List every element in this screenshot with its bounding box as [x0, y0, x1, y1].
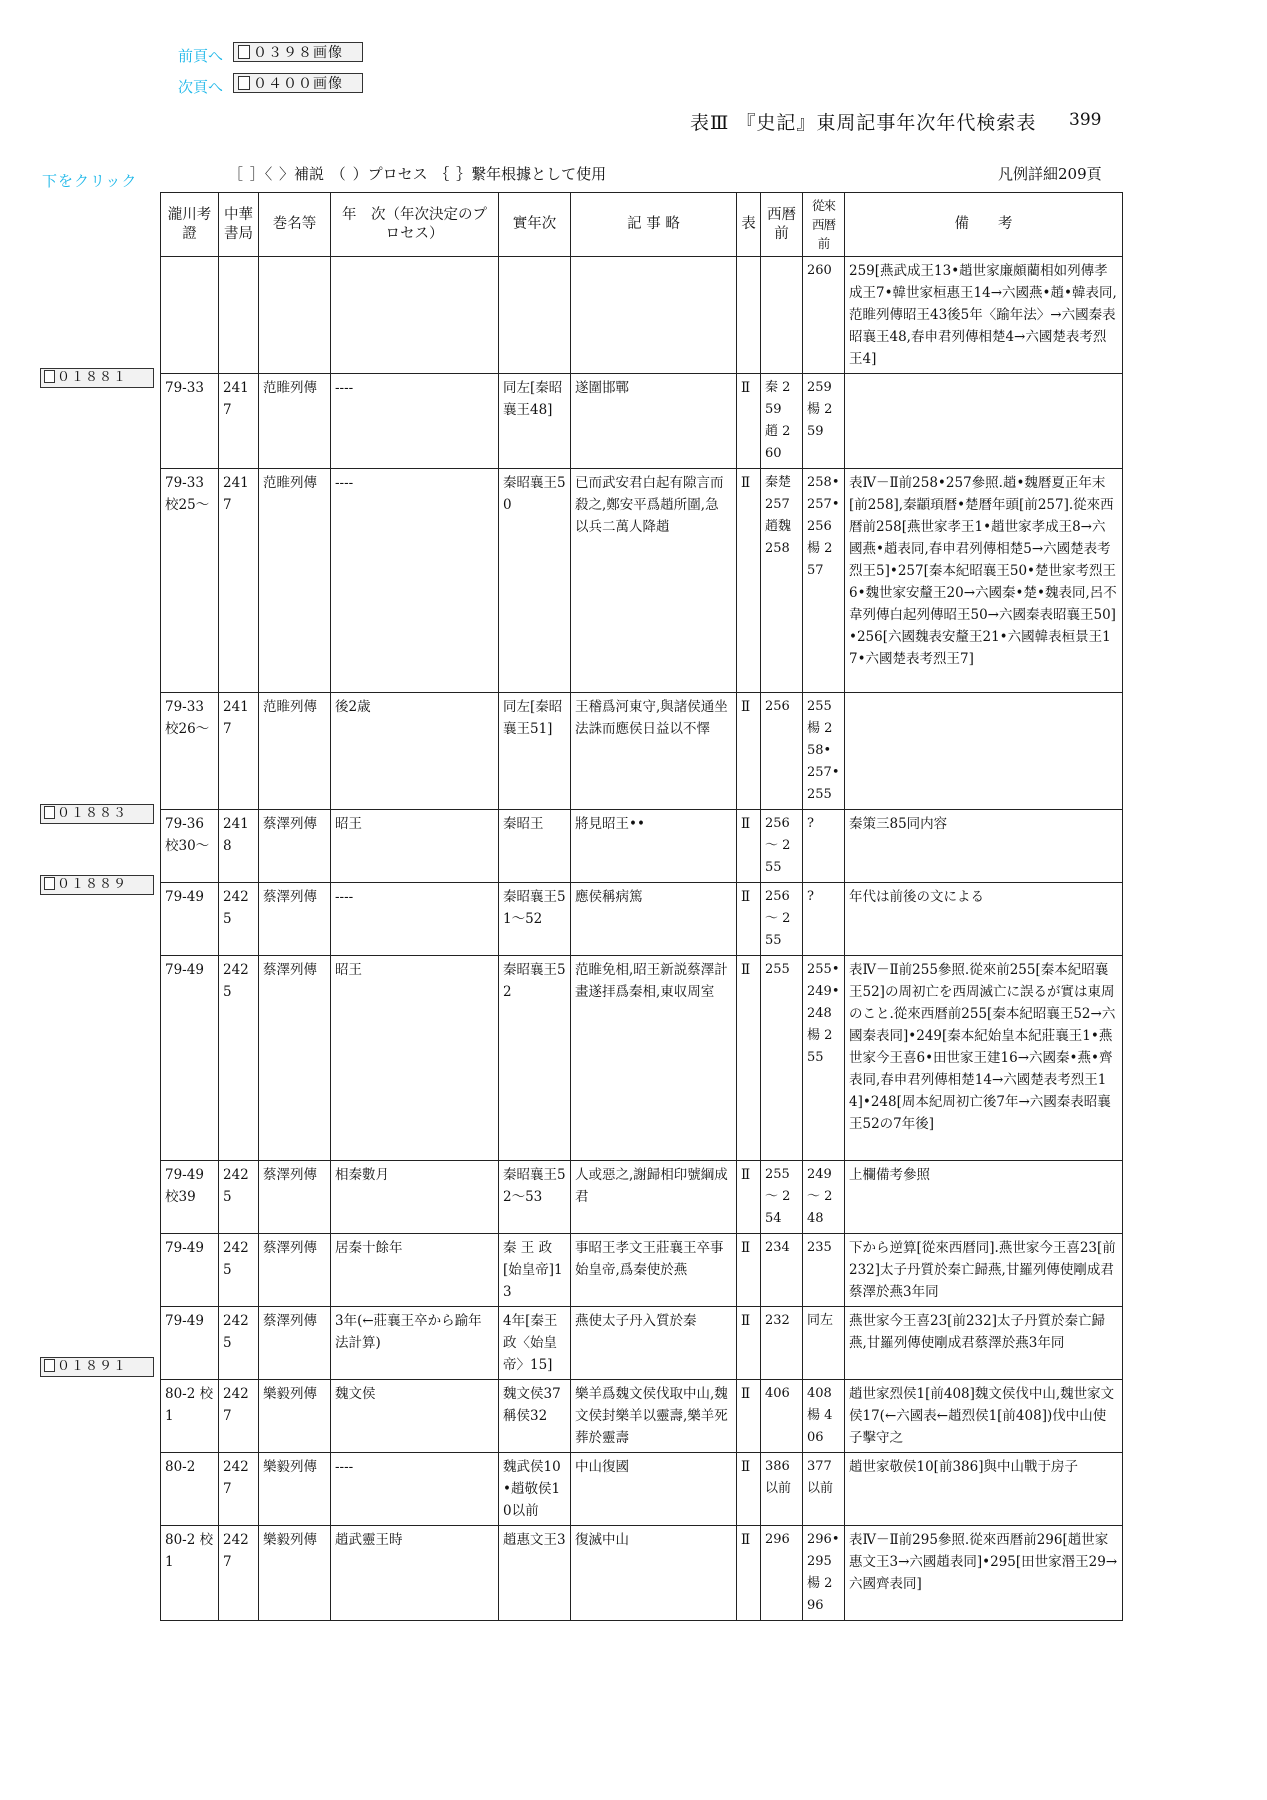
cell-bce: 406 — [761, 1380, 803, 1453]
cell-actual-year: 秦昭襄王51～52 — [499, 883, 571, 956]
cell-actual-year: 趙惠文王3 — [499, 1526, 571, 1621]
cell-conventional-bce: 255 楊 258• 257• 255 — [803, 693, 845, 810]
cell-takigawa: 79-49 — [161, 1234, 219, 1307]
cell-takigawa — [161, 257, 219, 374]
click-below-hint: 下をクリック — [42, 172, 138, 190]
cell-conventional-bce: ? — [803, 810, 845, 883]
cell-actual-year: 魏武侯10•趙敬侯10以前 — [499, 1453, 571, 1526]
table-row — [161, 1526, 1123, 1621]
cell-summary: 事昭王孝文王莊襄王卒事始皇帝,爲秦使於燕 — [571, 1234, 737, 1307]
cell-year: ---- — [331, 469, 499, 693]
table-row — [161, 1234, 1123, 1307]
header-volume: 巻名等 — [259, 193, 331, 257]
header-summary: 記 事 略 — [571, 193, 737, 257]
cell-table — [737, 257, 761, 374]
cell-volume: 范睢列傳 — [259, 469, 331, 693]
table-row — [161, 1380, 1123, 1453]
cell-bce: 256 ～ 255 — [761, 810, 803, 883]
cell-notes: 燕世家今王喜23[前232]太子丹質於秦亡歸燕,甘羅列傳使剛成君蔡澤於燕3年同 — [845, 1307, 1123, 1380]
cell-table: Ⅱ — [737, 1307, 761, 1380]
cell-summary: 復滅中山 — [571, 1526, 737, 1621]
header-notes: 備 考 — [845, 193, 1123, 257]
cell-actual-year: 秦昭襄王50 — [499, 469, 571, 693]
cell-conventional-bce: 408 楊 406 — [803, 1380, 845, 1453]
cell-takigawa: 79-49 — [161, 956, 219, 1161]
header-bce: 西暦前 — [761, 193, 803, 257]
cell-table: Ⅱ — [737, 1380, 761, 1453]
cell-takigawa: 79-49 — [161, 1307, 219, 1380]
cell-summary: 中山復國 — [571, 1453, 737, 1526]
cell-table: Ⅱ — [737, 810, 761, 883]
cell-notes: 趙世家烈侯1[前408]魏文侯伐中山,魏世家文侯17(←六國表←趙烈侯1[前408])伐中山使子擊守之 — [845, 1380, 1123, 1453]
cell-zhonghua: 2417 — [219, 693, 259, 810]
table-row — [161, 1307, 1123, 1380]
cell-zhonghua: 2418 — [219, 810, 259, 883]
cell-bce: 秦 259 趙 260 — [761, 374, 803, 469]
cell-takigawa: 80-2 校1 — [161, 1380, 219, 1453]
cell-notes: 表Ⅳ－Ⅱ前258•257參照.趙•魏暦夏正年末[前258],秦顓頊暦•楚暦年頭[前257].從來西暦前258[燕世家孝王1•趙世家孝成王8→六國燕•趙表同,春申君列傳相楚5→六國楚表考烈王5]•257[秦本紀昭襄王50•楚世家考烈王6•魏世家安釐王20→六國秦•楚•魏表同,呂不韋列傳白起列傳昭王50→六國秦表昭襄王50]•256[六國魏表安釐王21•六國韓表桓景王17•六國楚表考烈王7] — [845, 469, 1123, 693]
table-row — [161, 956, 1123, 1161]
cell-summary: 王稽爲河東守,與諸侯通坐法誅而應侯日益以不懌 — [571, 693, 737, 810]
cell-bce: 255 — [761, 956, 803, 1161]
cell-table: Ⅱ — [737, 883, 761, 956]
cell-volume: 樂毅列傳 — [259, 1526, 331, 1621]
cell-notes: 表Ⅳ－Ⅱ前295參照.從來西暦前296[趙世家惠文王3→六國趙表同]•295[田世家湣王29→六國齊表同] — [845, 1526, 1123, 1621]
cell-takigawa: 79-33 校25～ — [161, 469, 219, 693]
cell-actual-year: 同左[秦昭襄王51] — [499, 693, 571, 810]
cell-conventional-bce: 249 ～ 248 — [803, 1161, 845, 1234]
cell-table: Ⅱ — [737, 1234, 761, 1307]
cell-zhonghua — [219, 257, 259, 374]
cell-bce — [761, 257, 803, 374]
cell-table: Ⅱ — [737, 693, 761, 810]
cell-summary: 已而武安君白起有隙言而殺之,鄭安平爲趙所圍,急以兵二萬人降趙 — [571, 469, 737, 693]
next-page-link[interactable]: 次頁へ — [178, 78, 224, 96]
cell-volume: 范睢列傳 — [259, 374, 331, 469]
cell-bce: 256 — [761, 693, 803, 810]
page-number: 399 — [1069, 110, 1102, 130]
cell-table: Ⅱ — [737, 1453, 761, 1526]
cell-summary: 應侯稱病篤 — [571, 883, 737, 956]
table-row — [161, 257, 1123, 374]
cell-notes: 259[燕武成王13•趙世家廉頗藺相如列傳孝成王7•韓世家桓惠王14→六國燕•趙•韓表同,范睢列傳昭王43後5年〈踰年法〉→六國秦表昭襄王48,春申君列傳相楚4→六國楚表考烈王4] — [845, 257, 1123, 374]
cell-volume: 蔡澤列傳 — [259, 1161, 331, 1234]
table-row — [161, 469, 1123, 693]
cell-zhonghua: 2425 — [219, 1234, 259, 1307]
cell-zhonghua: 2425 — [219, 1307, 259, 1380]
cell-conventional-bce: 同左 — [803, 1307, 845, 1380]
next-page-image-button[interactable]: ０４００画像 — [233, 73, 363, 93]
cell-summary: 遂圍邯鄲 — [571, 374, 737, 469]
cell-year: ---- — [331, 374, 499, 469]
cell-volume: 樂毅列傳 — [259, 1380, 331, 1453]
cell-conventional-bce: 235 — [803, 1234, 845, 1307]
cell-zhonghua: 2427 — [219, 1380, 259, 1453]
cell-volume: 樂毅列傳 — [259, 1453, 331, 1526]
cell-year: 趙武靈王時 — [331, 1526, 499, 1621]
cell-conventional-bce: 260 — [803, 257, 845, 374]
cell-volume: 蔡澤列傳 — [259, 810, 331, 883]
cell-table: Ⅱ — [737, 374, 761, 469]
cell-zhonghua: 2417 — [219, 469, 259, 693]
cell-conventional-bce: 296• 295 楊 296 — [803, 1526, 845, 1621]
cell-summary: 樂羊爲魏文侯伐取中山,魏文侯封樂羊以靈壽,樂羊死葬於靈壽 — [571, 1380, 737, 1453]
prev-page-image-button[interactable]: ０３９８画像 — [233, 42, 363, 62]
cell-notes: 上欄備考參照 — [845, 1161, 1123, 1234]
cell-table: Ⅱ — [737, 1526, 761, 1621]
cell-actual-year — [499, 257, 571, 374]
table-body — [161, 257, 1123, 1621]
chronology-table — [160, 192, 1123, 1621]
table-row — [161, 883, 1123, 956]
cell-zhonghua: 2427 — [219, 1453, 259, 1526]
table-row — [161, 693, 1123, 810]
cell-conventional-bce: 259 楊 259 — [803, 374, 845, 469]
cell-takigawa: 80-2 校1 — [161, 1526, 219, 1621]
cell-bce: 386 以前 — [761, 1453, 803, 1526]
cell-bce: 256 ～ 255 — [761, 883, 803, 956]
cell-bce: 232 — [761, 1307, 803, 1380]
cell-actual-year: 秦昭襄王52～53 — [499, 1161, 571, 1234]
cell-takigawa: 79-49 — [161, 883, 219, 956]
cell-year: 魏文侯 — [331, 1380, 499, 1453]
cell-bce: 秦楚 257 趙魏 258 — [761, 469, 803, 693]
header-takigawa: 瀧川考證 — [161, 193, 219, 257]
cell-volume: 蔡澤列傳 — [259, 956, 331, 1161]
cell-table: Ⅱ — [737, 469, 761, 693]
cell-summary — [571, 257, 737, 374]
cell-year: 居秦十餘年 — [331, 1234, 499, 1307]
cell-volume: 蔡澤列傳 — [259, 1307, 331, 1380]
cell-actual-year: 同左[秦昭襄王48] — [499, 374, 571, 469]
cell-actual-year: 魏文侯37稱侯32 — [499, 1380, 571, 1453]
cell-takigawa: 79-33 校26～ — [161, 693, 219, 810]
cell-conventional-bce: ? — [803, 883, 845, 956]
cell-summary: 人或惡之,謝歸相印號綱成君 — [571, 1161, 737, 1234]
cell-actual-year: 秦昭襄王52 — [499, 956, 571, 1161]
cell-notes: 年代は前後の文による — [845, 883, 1123, 956]
header-table: 表 — [737, 193, 761, 257]
cell-summary: 燕使太子丹入質於秦 — [571, 1307, 737, 1380]
cell-takigawa: 80-2 — [161, 1453, 219, 1526]
cell-year: 後2歳 — [331, 693, 499, 810]
cell-notes: 下から逆算[從來西暦同].燕世家今王喜23[前232]太子丹質於秦亡歸燕,甘羅列傳使剛成君蔡澤於燕3年同 — [845, 1234, 1123, 1307]
cell-conventional-bce: 255• 249• 248 楊 255 — [803, 956, 845, 1161]
page-title: 表Ⅲ 『史記』東周記事年次年代検索表 — [690, 112, 1037, 134]
header-actual-year: 實年次 — [499, 193, 571, 257]
cell-year — [331, 257, 499, 374]
cell-notes: 表Ⅳ－Ⅱ前255參照.從來前255[秦本紀昭襄王52]の周初亡を西周滅亡に誤るが實は東周のこと.從來西暦前255[秦本紀昭襄王52→六國秦表同]•249[秦本紀始皇本紀莊襄王1•燕世家今王喜6•田世家王建16→六國秦•燕•齊表同,春申君列傳相楚14→六國楚表考烈王14]•248[周本紀周初亡後7年→六國秦表昭襄王52の7年後] — [845, 956, 1123, 1161]
cell-bce: 255 ～ 254 — [761, 1161, 803, 1234]
cell-year: 相秦數月 — [331, 1161, 499, 1234]
header-conventional-bce: 從來西暦前 — [803, 193, 845, 257]
cell-volume: 蔡澤列傳 — [259, 1234, 331, 1307]
cell-summary: 將見昭王•• — [571, 810, 737, 883]
cell-conventional-bce: 258• 257• 256 楊 257 — [803, 469, 845, 693]
cell-notes — [845, 693, 1123, 810]
table-row — [161, 374, 1123, 469]
row-link-01881[interactable]: ０１８８１ — [40, 368, 154, 388]
header-year: 年 次（年次決定のプロセス） — [331, 193, 499, 257]
cell-zhonghua: 2417 — [219, 374, 259, 469]
cell-zhonghua: 2425 — [219, 1161, 259, 1234]
row-link-01891[interactable]: ０１８９１ — [40, 1357, 154, 1377]
cell-actual-year: 秦昭王 — [499, 810, 571, 883]
cell-year: 3年(←莊襄王卒から踰年法計算) — [331, 1307, 499, 1380]
row-link-01883[interactable]: ０１８８３ — [40, 804, 154, 824]
cell-notes: 秦策三85同内容 — [845, 810, 1123, 883]
cell-notes: 趙世家敬侯10[前386]與中山戰于房子 — [845, 1453, 1123, 1526]
prev-page-link[interactable]: 前頁へ — [178, 47, 224, 65]
cell-table: Ⅱ — [737, 1161, 761, 1234]
cell-volume: 蔡澤列傳 — [259, 883, 331, 956]
cell-takigawa: 79-49 校39 — [161, 1161, 219, 1234]
cell-year: 昭王 — [331, 956, 499, 1161]
cell-conventional-bce: 377 以前 — [803, 1453, 845, 1526]
header-zhonghua: 中華書局 — [219, 193, 259, 257]
cell-table: Ⅱ — [737, 956, 761, 1161]
row-link-01889[interactable]: ０１８８９ — [40, 875, 154, 895]
cell-year: ---- — [331, 883, 499, 956]
table-row — [161, 1453, 1123, 1526]
cell-bce: 234 — [761, 1234, 803, 1307]
bracket-legend: ［ ］〈 〉補説 （ ）プロセス ｛ ｝繋年根據として使用 — [228, 165, 607, 183]
cell-volume — [259, 257, 331, 374]
cell-takigawa: 79-36 校30～ — [161, 810, 219, 883]
cell-volume: 范睢列傳 — [259, 693, 331, 810]
cell-year: ---- — [331, 1453, 499, 1526]
cell-year: 昭王 — [331, 810, 499, 883]
cell-zhonghua: 2427 — [219, 1526, 259, 1621]
cell-zhonghua: 2425 — [219, 956, 259, 1161]
table-row — [161, 810, 1123, 883]
cell-summary: 范睢免相,昭王新説蔡澤計畫遂拝爲秦相,東収周室 — [571, 956, 737, 1161]
cell-actual-year: 秦 王 政[始皇帝]13 — [499, 1234, 571, 1307]
cell-zhonghua: 2425 — [219, 883, 259, 956]
table-row — [161, 1161, 1123, 1234]
cell-bce: 296 — [761, 1526, 803, 1621]
cell-actual-year: 4年[秦王政〈始皇帝〉15] — [499, 1307, 571, 1380]
legend-reference: 凡例詳細209頁 — [998, 165, 1102, 183]
cell-notes — [845, 374, 1123, 469]
cell-takigawa: 79-33 — [161, 374, 219, 469]
